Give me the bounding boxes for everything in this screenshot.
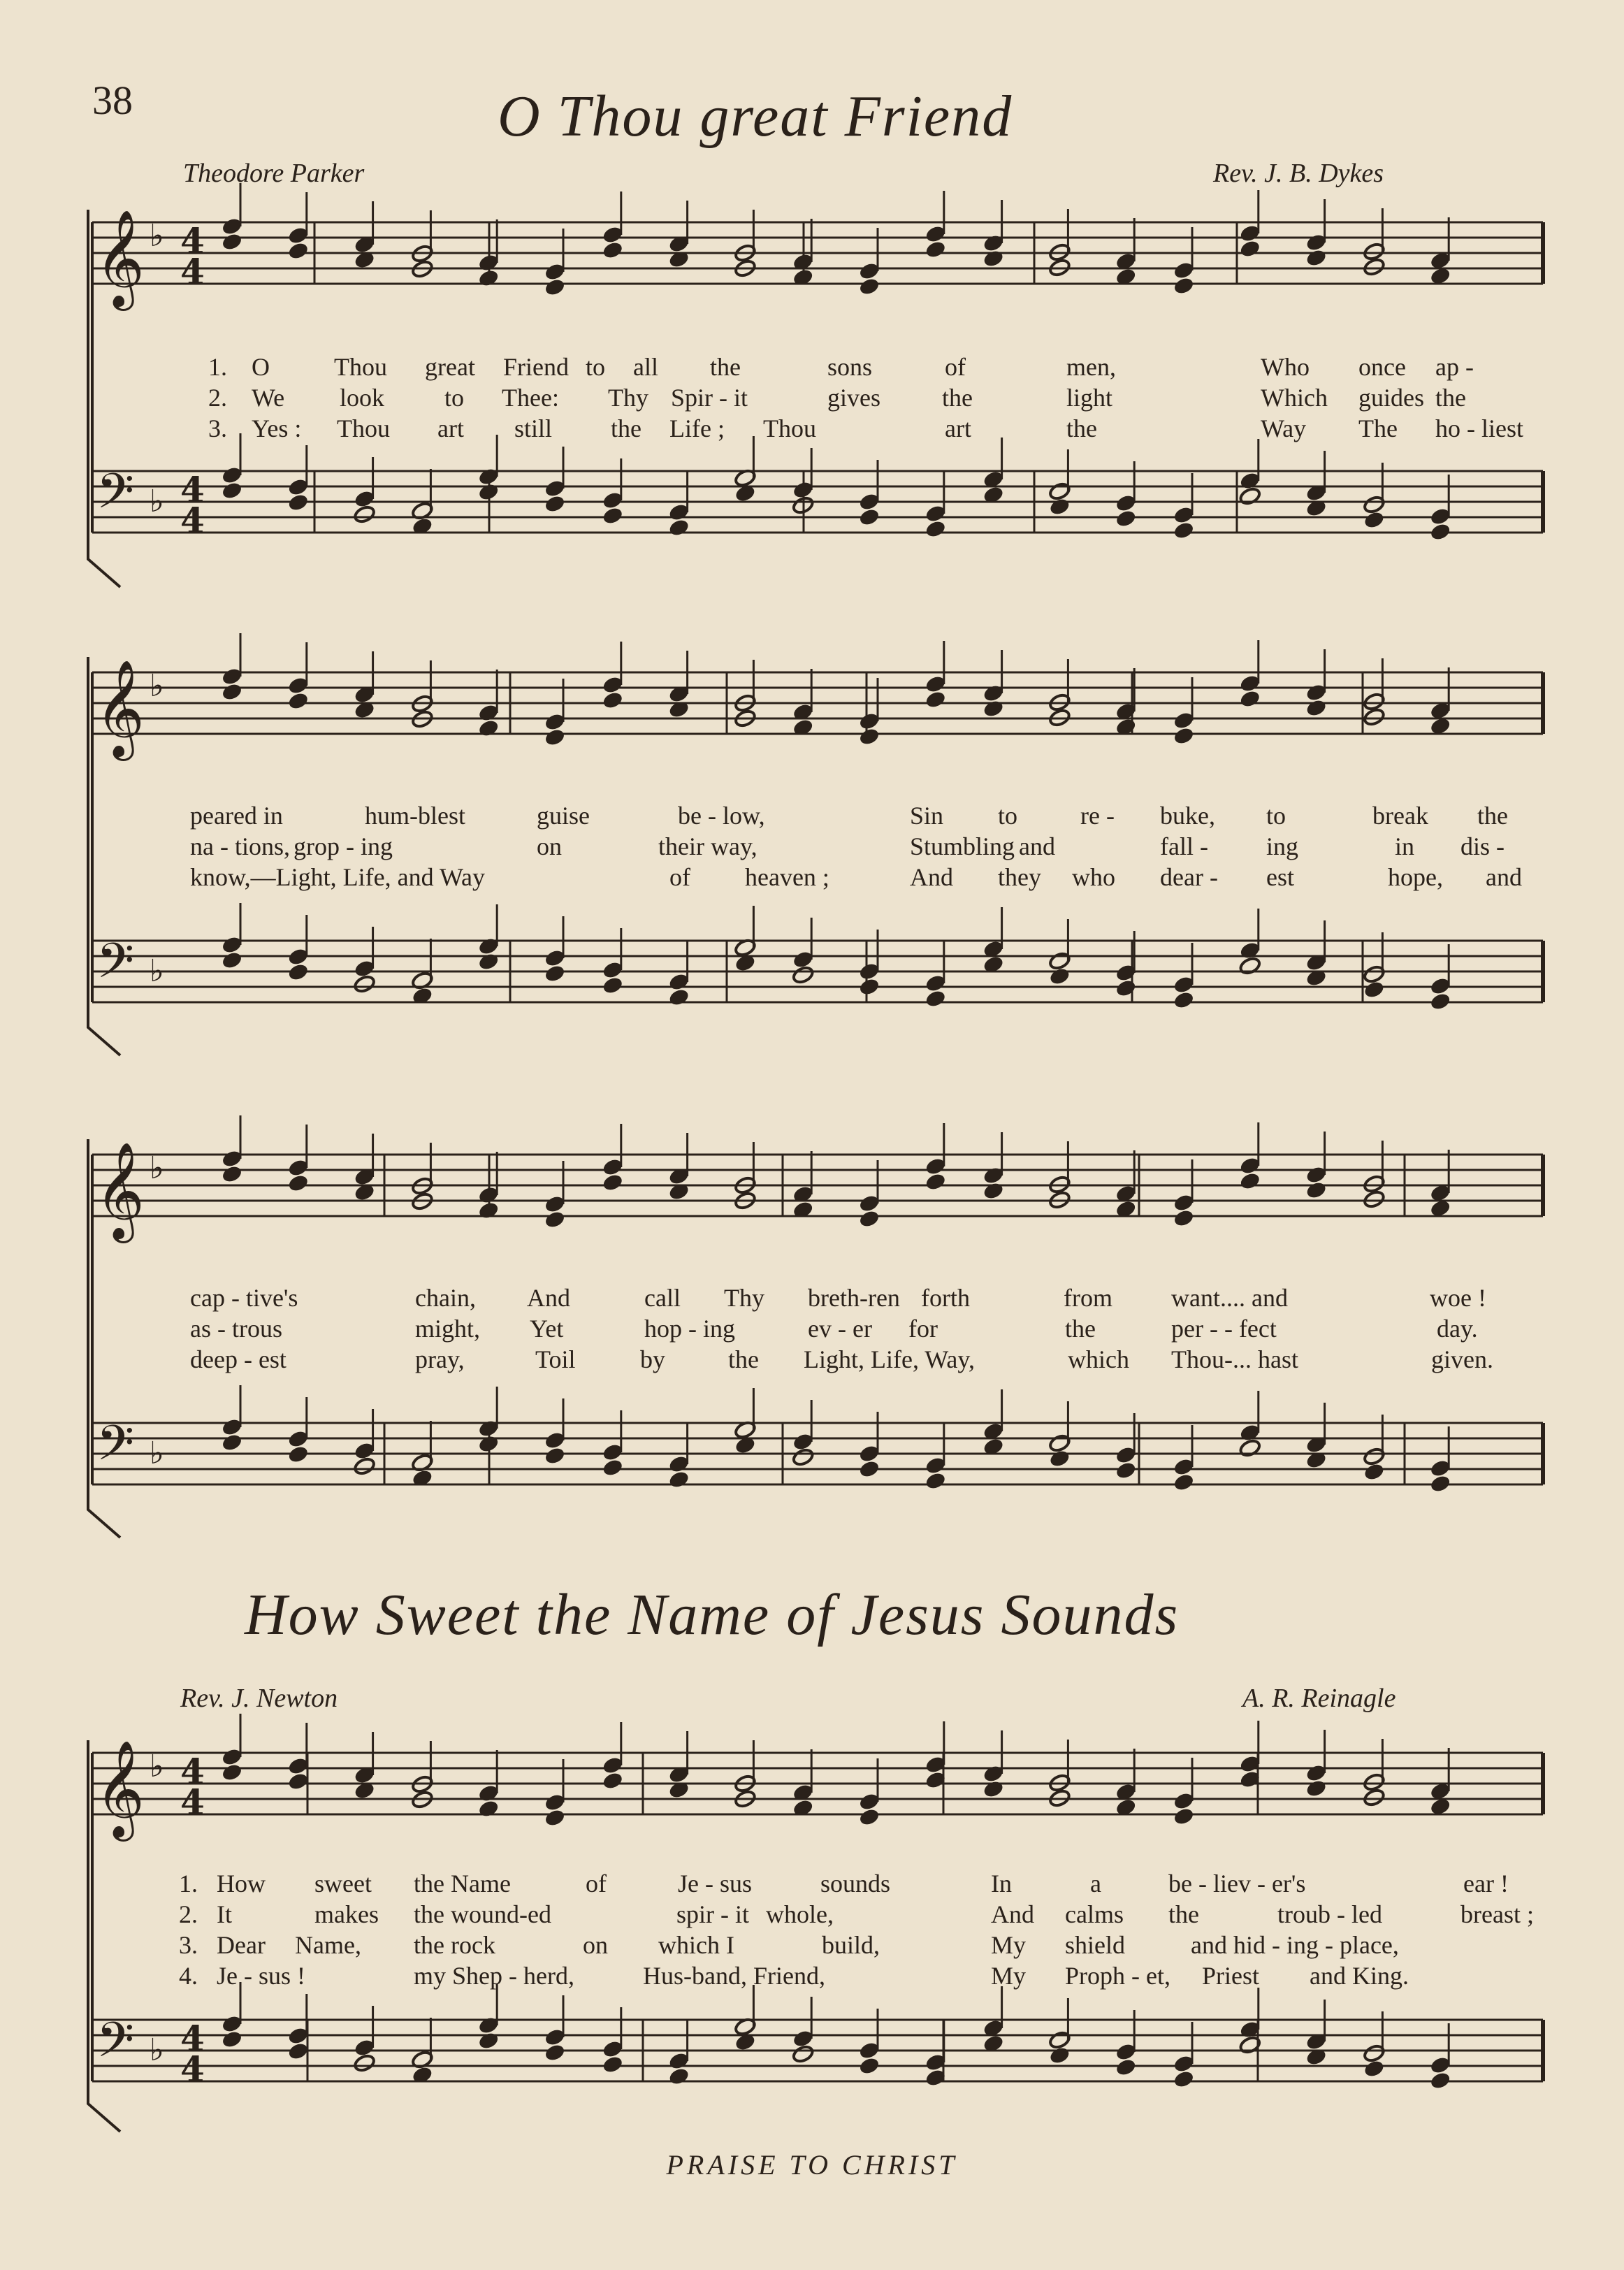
h1s2-lyric-word: guise — [537, 802, 590, 830]
h1s2-lyric-word: their way, — [658, 832, 757, 860]
h2-lyric-word: the — [1168, 1900, 1199, 1928]
h2-lyric-word: My — [991, 1962, 1027, 1990]
h2-lyric-word: shield — [1065, 1931, 1125, 1959]
note-head — [353, 1456, 376, 1476]
note-head — [1430, 1474, 1451, 1493]
note-head — [544, 277, 565, 296]
note-head — [1239, 689, 1261, 708]
h2-lyric-word: spir - it — [676, 1900, 749, 1928]
h1s2-lyric-word: and — [1486, 863, 1522, 891]
h2-lyric-word: Je - sus — [678, 1870, 752, 1897]
note-head — [792, 965, 815, 985]
note-head — [858, 507, 880, 526]
h1s2-lyric-word: the — [1477, 802, 1508, 830]
h1s1-lyric-word: O — [252, 353, 270, 381]
key-signature-icon: ♭ — [150, 953, 164, 989]
h1s1-lyric-word: Thou — [334, 353, 387, 381]
note-head — [983, 1181, 1004, 1200]
h1s1-lyric-word: art — [437, 414, 464, 442]
note-head — [602, 976, 623, 995]
note-head — [668, 518, 690, 537]
h1s1-lyric-word: to — [586, 353, 606, 381]
h2-verse-number: 4. — [179, 1962, 198, 1990]
h1s1-lyric-word: all — [633, 353, 658, 381]
note-head — [1363, 980, 1385, 999]
h1s1-lyric-word: Spir - it — [671, 384, 748, 412]
h1s1-lyric-word: the — [710, 353, 741, 381]
h2-lyric-word: In — [991, 1870, 1012, 1897]
note-head — [1115, 2058, 1137, 2076]
h2-lyric-word: And — [991, 1900, 1034, 1928]
h1s1-lyric-word: of — [945, 353, 966, 381]
h1s3-lyric-word: per - - fect — [1171, 1315, 1277, 1343]
clef-icon: 𝄞 — [95, 210, 145, 307]
h1s1-lyric-word: light — [1066, 384, 1113, 412]
note-head — [1363, 1190, 1386, 1209]
note-head — [792, 2044, 815, 2064]
note-head — [1173, 1208, 1194, 1227]
note-head — [602, 1771, 623, 1790]
note-head — [1430, 992, 1451, 1011]
h1s2-lyric-word: fall - — [1160, 832, 1208, 860]
h1s3-lyric-word: deep - est — [190, 1345, 287, 1373]
note-head — [478, 718, 500, 737]
note-head — [858, 2056, 880, 2075]
note-head — [1049, 967, 1071, 985]
h1s1-lyric-word: Thou — [337, 414, 390, 442]
h2-lyric-word: breast ; — [1460, 1900, 1534, 1928]
h1s3-lyric-word: ev - er — [808, 1315, 872, 1343]
h1s3-lyric-word: Yet — [530, 1315, 564, 1343]
h1s1-lyric-word: Thou — [763, 414, 816, 442]
h2-verse-number: 2. — [179, 1900, 198, 1928]
h2-verse-number: 1. — [179, 1870, 198, 1897]
page-footer: PRAISE TO CHRIST — [666, 2149, 958, 2181]
h1s2-lyric-word: they — [998, 863, 1041, 891]
h1s2-lyric-word: re - — [1080, 802, 1115, 830]
h1s2-lyric-word: est — [1266, 863, 1294, 891]
h1s1-lyric-word: Which — [1261, 384, 1328, 412]
h2-lyric-word: the rock — [414, 1931, 495, 1959]
time-signature: 4 — [180, 1751, 205, 1792]
h1s1-lyric-word: great — [425, 353, 475, 381]
h1s3-lyric-word: hop - ing — [644, 1315, 735, 1343]
h1s1-lyric-word: the — [611, 414, 641, 442]
note-head — [1305, 698, 1327, 717]
h2-verse-number: 3. — [179, 1931, 198, 1959]
note-head — [478, 2031, 500, 2050]
time-signature: 4 — [180, 220, 205, 261]
note-head — [287, 493, 309, 512]
h1s3-lyric-word: pray, — [415, 1345, 465, 1373]
h2-lyric-word: which I — [658, 1931, 734, 1959]
h1s3-lyric-word: Thy — [724, 1284, 764, 1312]
h2-lyric-word: whole, — [766, 1900, 834, 1928]
h1s2-lyric-word: hope, — [1388, 863, 1443, 891]
h1s1-lyric-word: The — [1358, 414, 1398, 442]
page-number: 38 — [92, 78, 133, 123]
h1s3-lyric-word: the — [728, 1345, 759, 1373]
note-head — [1238, 486, 1261, 506]
note-head — [602, 691, 623, 709]
h2-lyric-word: build, — [822, 1931, 880, 1959]
note-head — [925, 519, 946, 538]
note-head — [925, 690, 946, 709]
note-head — [1173, 2069, 1194, 2088]
note-head — [1049, 1449, 1071, 1468]
key-signature-icon: ♭ — [150, 1150, 164, 1186]
note-head — [858, 727, 880, 746]
note-head — [858, 277, 880, 296]
note-head — [1305, 1779, 1327, 1798]
h1s2-lyric-word: to — [998, 802, 1018, 830]
h1s3-lyric-word: Thou-... hast — [1171, 1345, 1298, 1373]
h2-lyric-word: Name, — [295, 1931, 361, 1959]
h1s3-lyric-word: for — [908, 1315, 938, 1343]
note-head — [1363, 2059, 1385, 2078]
note-head — [1305, 1180, 1327, 1199]
note-head — [1115, 1461, 1137, 1480]
note-head — [1173, 726, 1194, 745]
note-head — [858, 1209, 880, 1228]
key-signature-icon: ♭ — [150, 484, 164, 519]
note-head — [1173, 276, 1194, 295]
h2-lyric-word: sounds — [820, 1870, 891, 1897]
h2-lyric-word: My — [991, 1931, 1027, 1959]
h1s3-lyric-word: which — [1068, 1345, 1129, 1373]
note-head — [1173, 521, 1194, 540]
h1s3-lyric-word: from — [1064, 1284, 1112, 1312]
h1s2-lyric-word: peared in — [190, 802, 283, 830]
note-head — [1115, 978, 1137, 997]
h1s2-lyric-word: on — [537, 832, 562, 860]
hymn1-composer: Rev. J. B. Dykes — [1213, 159, 1384, 188]
h1s3-lyric-word: the — [1065, 1315, 1096, 1343]
h2-lyric-word: Priest — [1202, 1962, 1260, 1990]
note-head — [668, 1470, 690, 1489]
key-signature-icon: ♭ — [150, 668, 164, 704]
h1s3-lyric-word: cap - tive's — [190, 1284, 298, 1312]
h1s2-lyric-word: buke, — [1160, 802, 1215, 830]
key-signature-icon: ♭ — [150, 2032, 164, 2068]
h1s2-lyric-word: dis - — [1460, 832, 1505, 860]
note-head — [1305, 248, 1327, 267]
note-head — [925, 989, 946, 1008]
h1s3-lyric-word: chain, — [415, 1284, 476, 1312]
note-head — [1115, 509, 1137, 528]
h2-lyric-word: makes — [314, 1900, 379, 1928]
h2-lyric-word: ear ! — [1463, 1870, 1509, 1897]
h1s1-lyric-word: art — [945, 414, 971, 442]
note-head — [478, 1799, 500, 1818]
h1s1-lyric-word: the — [1066, 414, 1097, 442]
h2-lyric-word: a — [1090, 1870, 1101, 1897]
time-signature: 4 — [180, 500, 205, 541]
h1s1-lyric-word: Life ; — [669, 414, 725, 442]
h1s2-lyric-word: know,—Light, Life, and Way — [190, 863, 486, 891]
h1s2-lyric-word: Sin — [910, 802, 944, 830]
h1s1-lyric-word: Friend — [503, 353, 569, 381]
h1s2-lyric-word: in — [1395, 832, 1415, 860]
note-head — [353, 505, 376, 524]
h1s3-lyric-word: by — [640, 1345, 665, 1373]
note-head — [925, 1172, 946, 1191]
note-head — [544, 2043, 565, 2062]
note-head — [544, 1210, 565, 1229]
h1s1-lyric-word: the — [942, 384, 973, 412]
h1s3-lyric-word: day. — [1437, 1315, 1478, 1343]
h1s1-lyric-word: still — [514, 414, 553, 442]
note-head — [858, 1459, 880, 1478]
h1s1-lyric-word: sons — [827, 353, 873, 381]
note-head — [1363, 257, 1386, 277]
h1s1-lyric-word: ap - — [1435, 353, 1474, 381]
note-head — [602, 240, 623, 259]
h2-lyric-word: troub - led — [1277, 1900, 1382, 1928]
note-head — [1173, 990, 1194, 1009]
note-head — [1238, 1438, 1261, 1458]
h1s3-lyric-word: want.... and — [1171, 1284, 1288, 1312]
h1s3-lyric-word: Light, Life, Way, — [804, 1345, 976, 1373]
note-head — [602, 1173, 623, 1192]
clef-icon: 𝄢 — [96, 932, 135, 1001]
time-signature: 4 — [180, 1781, 205, 1823]
note-head — [221, 950, 242, 969]
note-head — [1363, 707, 1386, 727]
h1s1-lyric-word: We — [252, 384, 285, 412]
note-head — [221, 1433, 242, 1452]
note-head — [221, 1164, 242, 1183]
note-head — [544, 728, 565, 746]
note-head — [1239, 1171, 1261, 1190]
note-head — [221, 2030, 242, 2048]
note-head — [668, 2067, 690, 2085]
note-head — [1049, 497, 1071, 516]
h1s3-lyric-word: might, — [415, 1315, 481, 1343]
note-head — [353, 974, 376, 994]
h2-lyric-word: the wound-ed — [414, 1900, 551, 1928]
note-head — [221, 1763, 242, 1781]
note-head — [1238, 956, 1261, 976]
h1s3-lyric-word: call — [644, 1284, 681, 1312]
h2-lyric-word: Hus-band, Friend, — [643, 1962, 825, 1990]
h2-lyric-word: my Shep - herd, — [414, 1962, 574, 1990]
note-head — [1173, 1473, 1194, 1491]
h1s3-lyric-word: And — [527, 1284, 570, 1312]
h1s1-verse-number: 1. — [208, 353, 227, 381]
h1s1-lyric-word: guides — [1358, 384, 1424, 412]
h1s2-lyric-word: be - low, — [678, 802, 765, 830]
h1s1-lyric-word: ho - liest — [1435, 414, 1523, 442]
h2-lyric-word: be - liev - er's — [1168, 1870, 1306, 1897]
h2-lyric-word: Dear — [217, 1931, 266, 1959]
note-head — [478, 268, 500, 287]
note-head — [544, 1446, 565, 1465]
clef-icon: 𝄞 — [95, 1740, 145, 1837]
note-head — [983, 249, 1004, 268]
h2-lyric-word: calms — [1065, 1900, 1124, 1928]
note-head — [287, 1772, 309, 1791]
note-head — [983, 1779, 1004, 1798]
h1s1-lyric-word: Thee: — [502, 384, 559, 412]
h2-lyric-word: and hid - ing - place, — [1191, 1931, 1399, 1959]
note-head — [287, 962, 309, 981]
time-signature: 4 — [180, 469, 205, 510]
time-signature: 4 — [180, 251, 205, 292]
h1s2-lyric-word: hum-blest — [365, 802, 465, 830]
hymn2-composer: A. R. Reinagle — [1242, 1684, 1396, 1713]
time-signature: 4 — [180, 2048, 205, 2090]
time-signature: 4 — [180, 2018, 205, 2059]
h1s2-lyric-word: grop - ing — [293, 832, 393, 860]
h2-lyric-word: Je - sus ! — [217, 1962, 305, 1990]
h2-lyric-word: How — [217, 1870, 266, 1897]
key-signature-icon: ♭ — [150, 1749, 164, 1784]
h1s3-lyric-word: woe ! — [1430, 1284, 1486, 1312]
note-head — [544, 494, 565, 513]
h1s2-lyric-word: and — [1019, 832, 1055, 860]
h2-lyric-word: the Name — [414, 1870, 511, 1897]
note-head — [544, 1808, 565, 1827]
h1s2-lyric-word: ing — [1266, 832, 1299, 860]
h1s2-lyric-word: dear - — [1160, 863, 1218, 891]
h1s3-lyric-word: Toil — [535, 1345, 576, 1373]
clef-icon: 𝄞 — [95, 660, 145, 757]
clef-icon: 𝄞 — [95, 1142, 145, 1239]
clef-icon: 𝄢 — [96, 463, 135, 531]
note-head — [858, 977, 880, 996]
h1s2-lyric-word: of — [669, 863, 690, 891]
h1s1-lyric-word: once — [1358, 353, 1406, 381]
h2-lyric-word: of — [586, 1870, 607, 1897]
h1s1-lyric-word: look — [340, 384, 385, 412]
note-head — [287, 241, 309, 260]
hymn1-title: O Thou great Friend — [498, 84, 1013, 149]
note-head — [1049, 2046, 1071, 2065]
note-head — [478, 952, 500, 971]
note-head — [1239, 239, 1261, 258]
h2-lyric-word: on — [583, 1931, 608, 1959]
note-head — [792, 1447, 815, 1467]
h1s1-lyric-word: gives — [827, 384, 880, 412]
clef-icon: 𝄢 — [96, 1415, 135, 1483]
h1s2-lyric-word: who — [1072, 863, 1115, 891]
h1s1-lyric-word: Way — [1261, 414, 1307, 442]
h1s2-lyric-word: heaven ; — [745, 863, 829, 891]
h1s1-verse-number: 2. — [208, 384, 227, 412]
h1s1-lyric-word: Thy — [608, 384, 648, 412]
h1s2-lyric-word: break — [1372, 802, 1428, 830]
note-head — [478, 1201, 500, 1220]
h1s3-lyric-word: forth — [921, 1284, 970, 1312]
h1s2-lyric-word: Stumbling — [910, 832, 1015, 860]
note-head — [287, 1445, 309, 1463]
note-head — [1173, 1807, 1194, 1826]
h1s1-lyric-word: Yes : — [252, 414, 302, 442]
h1s2-lyric-word: And — [910, 863, 953, 891]
key-signature-icon: ♭ — [150, 218, 164, 254]
note-head — [858, 1807, 880, 1826]
h1s2-lyric-word: na - tions, — [190, 832, 290, 860]
h1s2-lyric-word: to — [1266, 802, 1286, 830]
note-head — [1363, 1788, 1386, 1807]
note-head — [668, 988, 690, 1006]
note-head — [925, 1471, 946, 1490]
note-head — [1363, 510, 1385, 529]
clef-icon: 𝄢 — [96, 2011, 135, 2080]
h1s3-lyric-word: as - trous — [190, 1315, 282, 1343]
note-head — [1363, 1462, 1385, 1481]
h1s3-lyric-word: breth-ren — [808, 1284, 900, 1312]
h2-lyric-word: sweet — [314, 1870, 372, 1897]
note-head — [602, 506, 623, 525]
h1s1-lyric-word: men, — [1066, 353, 1116, 381]
note-head — [221, 481, 242, 500]
h1s1-lyric-word: the — [1435, 384, 1466, 412]
note-head — [602, 2055, 623, 2074]
note-head — [287, 1173, 309, 1192]
note-head — [478, 1434, 500, 1453]
hymn1-author: Theodore Parker — [183, 159, 365, 188]
note-head — [983, 699, 1004, 718]
h2-lyric-word: It — [217, 1900, 232, 1928]
note-head — [353, 2053, 376, 2073]
note-head — [544, 964, 565, 983]
note-head — [1430, 2071, 1451, 2090]
key-signature-icon: ♭ — [150, 1436, 164, 1471]
note-head — [287, 691, 309, 710]
hymn2-author: Rev. J. Newton — [180, 1684, 338, 1713]
note-head — [287, 2041, 309, 2060]
note-head — [221, 232, 242, 251]
note-head — [221, 682, 242, 701]
note-head — [925, 240, 946, 259]
note-head — [478, 482, 500, 501]
note-head — [602, 1458, 623, 1477]
h1s1-lyric-word: to — [444, 384, 465, 412]
h1s1-lyric-word: Who — [1261, 353, 1310, 381]
h1s3-lyric-word: given. — [1431, 1345, 1493, 1373]
note-head — [1430, 522, 1451, 541]
h1s1-verse-number: 3. — [208, 414, 227, 442]
h2-lyric-word: Proph - et, — [1065, 1962, 1170, 1990]
hymn2-title: How Sweet the Name of Jesus Sounds — [245, 1582, 1180, 1647]
h2-lyric-word: and King. — [1310, 1962, 1409, 1990]
